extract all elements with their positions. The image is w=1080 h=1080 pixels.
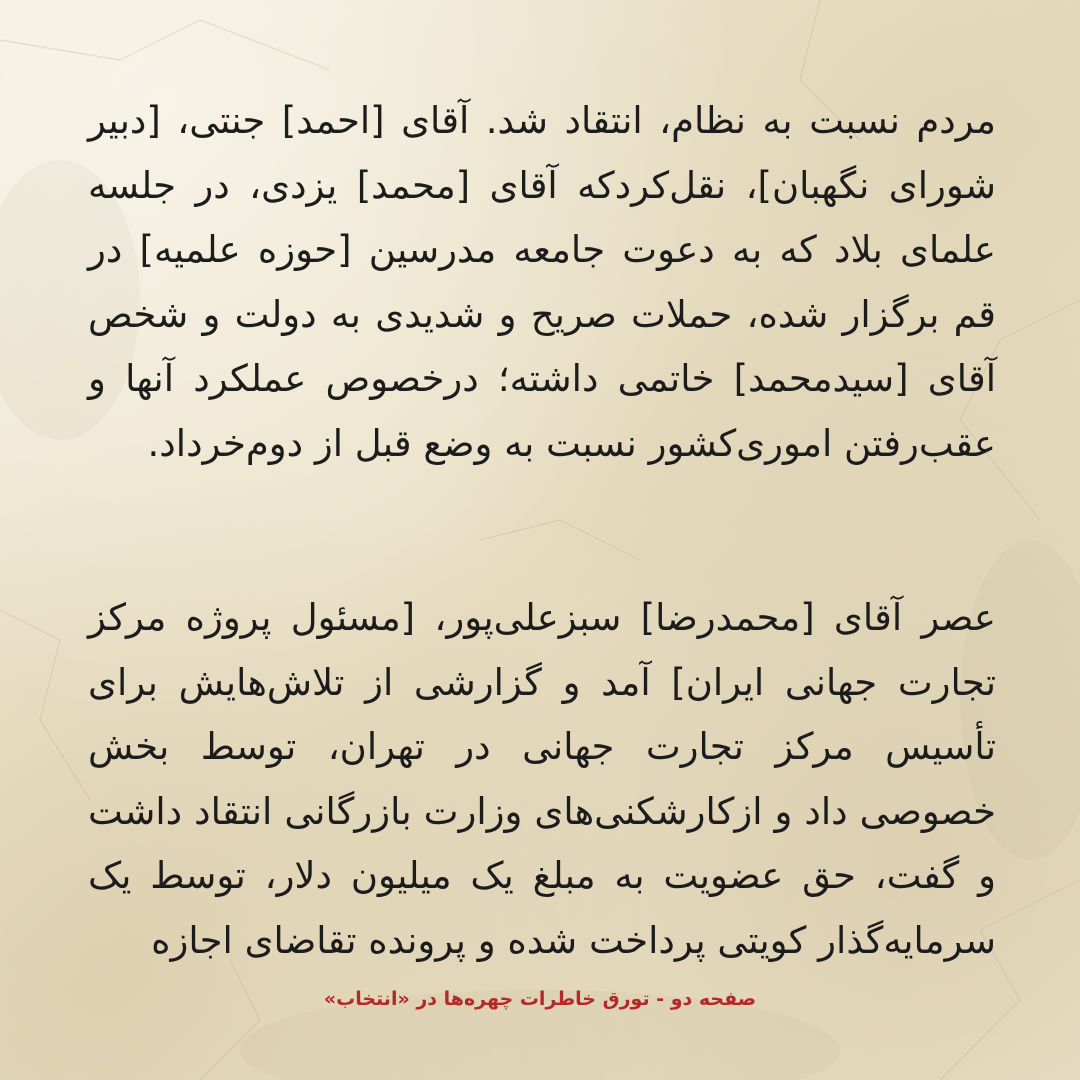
- body-paragraph-1: مردم نسبت به نظام، انتقاد شد. آقای [احمد] جنتی، [دبیر شورای نگهبان]، نقل‌کرد‌که آقای [محمد] یزدی، در جلسه علمای بلاد که به دعوت جامعه مدرسین [حوزه علمیه] در قم برگزار شده، حملات صریح و شدیدی به دولت و شخص آقای [سیدمحمد] خاتمی داشته؛ درخصوص عملکرد آنها و عقب‌رفتن اموری‌کشور نسبت به وضع قبل از دوم‌خرداد.: [88, 99, 996, 465]
- page-footer-caption: صفحه دو - تورق خاطرات چهره‌ها در «انتخاب»: [323, 988, 757, 1010]
- body-paragraph-2: عصر آقای [محمدرضا] سبزعلی‌پور، [مسئول پروژه مرکز تجارت جهانی ایران] آمد و گزارشی از تلاش‌هایش برای تأسیس مرکز تجارت جهانی در تهران، توسط بخش خصوصی داد و ازکارشکنی‌های وزارت بازرگانی انتقاد داشت و گفت، حق عضویت به مبلغ یک میلیون دلار، توسط یک سرمایه‌گذار کویتی پرداخت شده و پرونده تقاضای اجازه: [88, 596, 996, 962]
